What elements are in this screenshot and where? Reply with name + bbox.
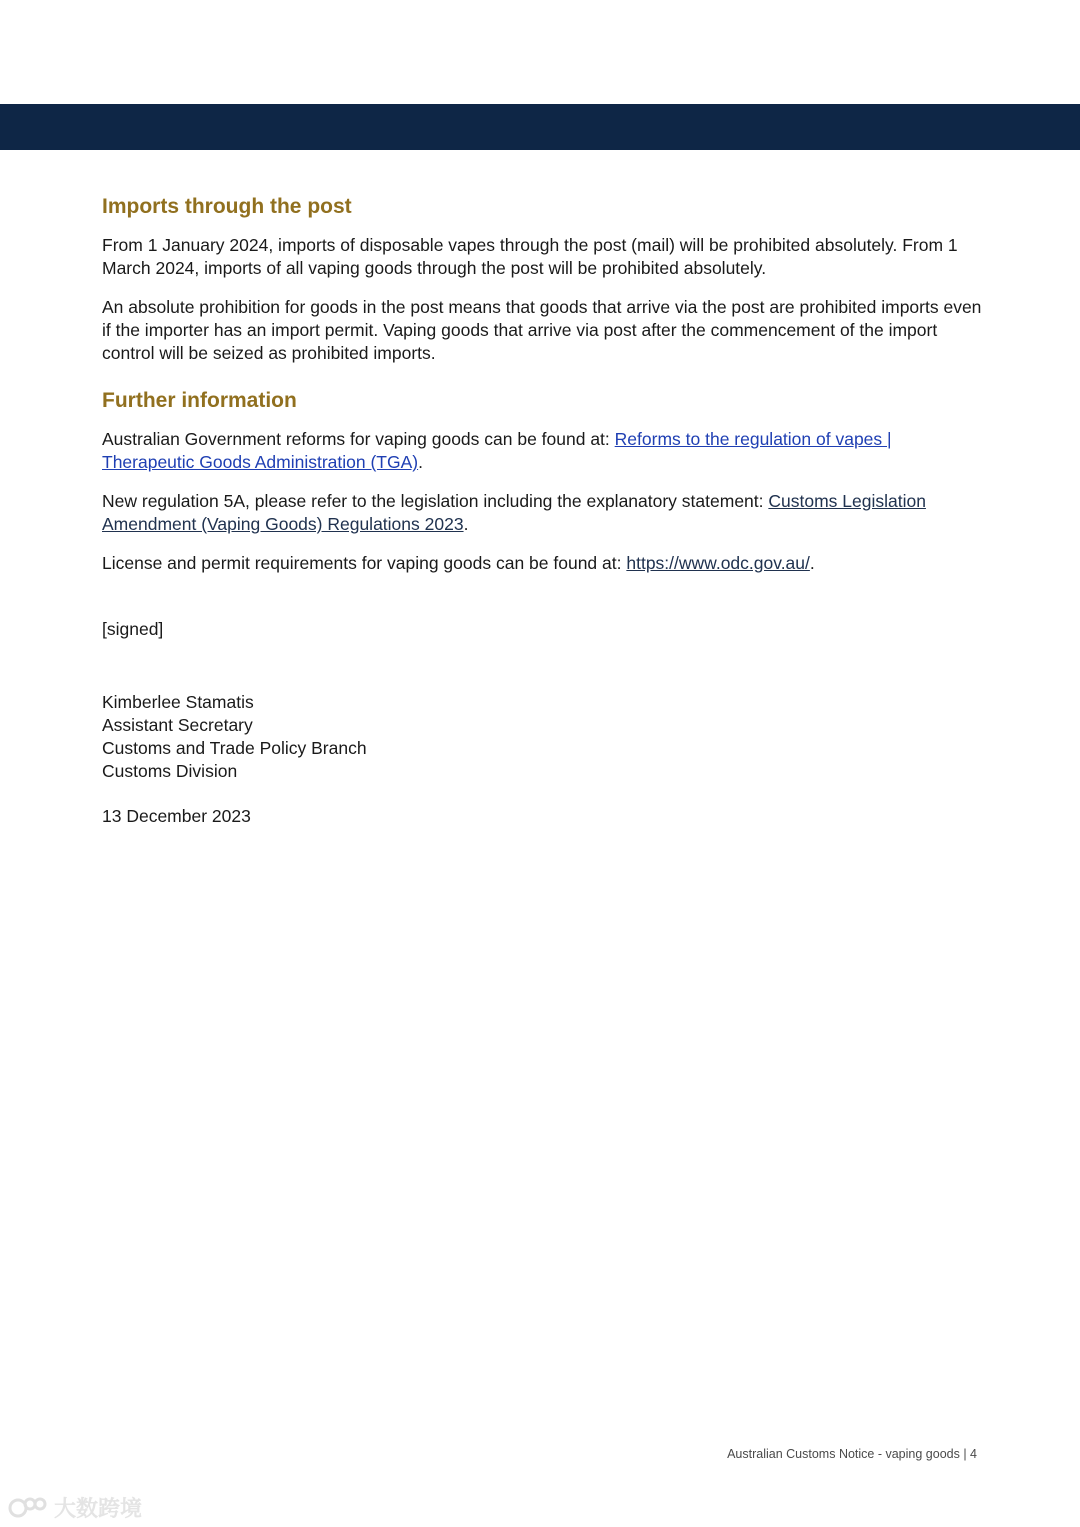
paragraph-post-dates: From 1 January 2024, imports of disposable vapes through the post (mail) will be prohibited absolutely. From 1 March 2024, imports of all vaping goods through the post will be prohibited absolutely. [102,235,958,278]
document-body [102,193,982,828]
watermark [8,1492,142,1523]
page-footer: Australian Customs Notice - vaping goods | 4 [727,1447,977,1461]
watermark-logo-icon [8,1496,48,1520]
signature-block [102,691,982,783]
header-banner [0,104,1080,150]
reforms-suffix: . [418,452,423,472]
signature-date: 13 December 2023 [102,806,251,826]
odc-link[interactable]: https://www.odc.gov.au/ [626,553,810,573]
signatory-title: Assistant Secretary [102,715,253,735]
regulation-suffix: . [463,514,469,534]
signed-marker: [signed] [102,619,164,639]
paragraph-license-permit [102,552,982,575]
tga-reforms-link[interactable]: Reforms to the regulation of vapes | Therapeutic Goods Administration (TGA) [102,429,892,472]
signatory-division: Customs Division [102,761,238,781]
regulation-text: New regulation 5A, please refer to the legislation including the explanatory statement: [102,491,769,511]
reforms-text: Australian Government reforms for vaping goods can be found at: [102,429,615,449]
section-heading-further-info: Further information [102,389,297,412]
watermark-text: 大数跨境 [54,1496,143,1521]
customs-legislation-link[interactable]: Customs Legislation Amendment (Vaping Goods) Regulations 2023 [102,491,926,534]
license-suffix: . [809,553,815,573]
license-text: License and permit requirements for vaping goods can be found at: [102,553,627,573]
signatory-name: Kimberlee Stamatis [102,692,254,712]
paragraph-regulation-5a [102,490,982,536]
section-heading-imports-post: Imports through the post [102,195,352,218]
paragraph-absolute-prohibition: An absolute prohibition for goods in the post means that goods that arrive via the post are prohibited imports even if the importer has an import permit. Vaping goods that arrive via post after the commencement of the import control will be seized as prohibited imports. [102,297,982,363]
signatory-branch: Customs and Trade Policy Branch [102,738,367,758]
paragraph-reforms [102,428,982,474]
